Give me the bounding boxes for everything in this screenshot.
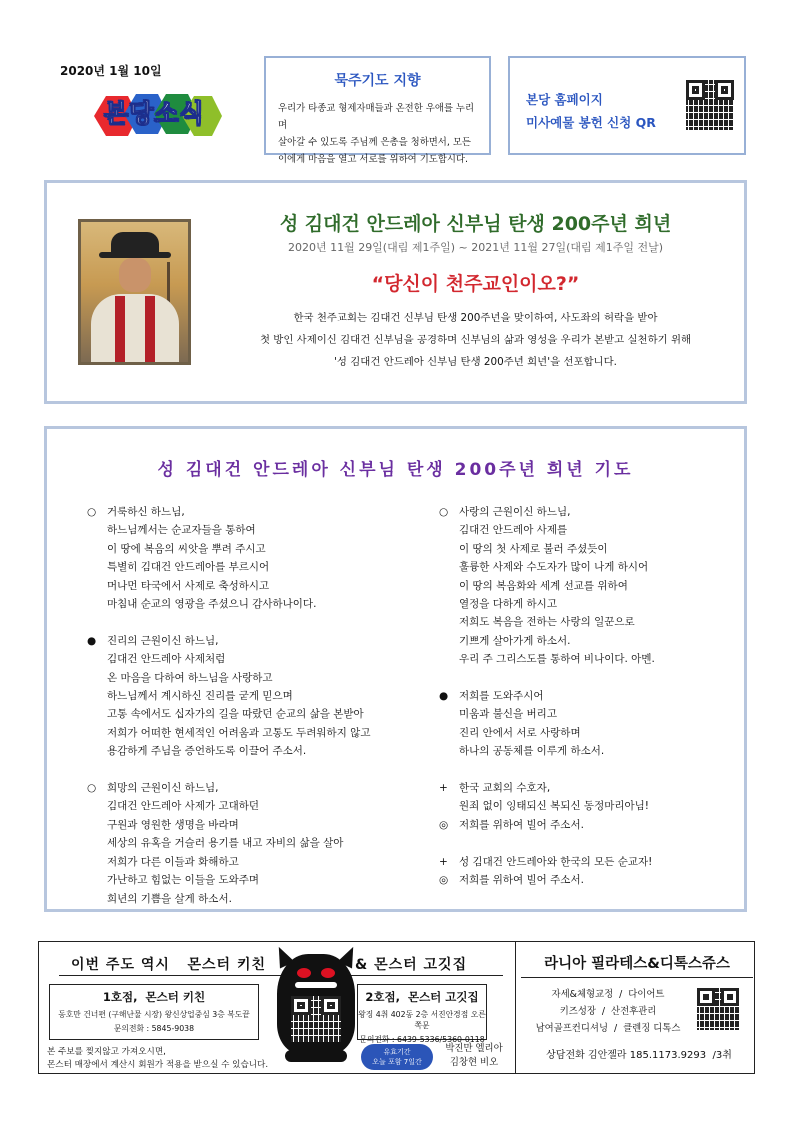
rosary-line: 우리가 타종교 형제자매들과 온전한 우애를 누리며 (278, 103, 475, 131)
advertisement-box (38, 941, 755, 1074)
stanza-marker: ● (87, 634, 97, 647)
prayer-line: 머나먼 타국에서 사제로 축성하시고 (107, 579, 270, 592)
prayer-line: 하나의 공동체를 이루게 하소서. (459, 745, 605, 758)
prayer-line: 구원과 영원한 생명을 바라며 (107, 818, 239, 831)
pilates-ad-title: 라니아 필라테스&디톡스쥬스 (521, 952, 753, 978)
store-2-phone: 문의전화 : 6439-5336/5360-0118 (359, 1035, 485, 1044)
pilates-service-line: 자세&체형교정 / 다이어트 (551, 989, 665, 1000)
validity-badge-line: 유효기간 (383, 1048, 411, 1056)
prayer-stanza (439, 503, 749, 669)
pilates-ad-services (525, 986, 691, 1037)
monster-ad-header-right: & 몬스터 고깃집 (355, 957, 468, 973)
response-text: 저희를 위하여 빌어 주소서. (459, 818, 584, 831)
qr-caption-line: 미사예물 봉헌 신청 QR (526, 115, 656, 130)
closing-response (439, 816, 749, 834)
jubilee-title: 성 김대건 안드레아 신부님 탄생 200주년 희년 (279, 213, 672, 235)
prayer-line: 미움과 불신을 버리고 (459, 708, 557, 721)
prayer-line: 진리의 근원이신 하느님, (107, 634, 219, 647)
pilates-phone: 상담전화 김안젤라 185.1173.9293 /3취 (546, 1050, 732, 1061)
closing-response (439, 871, 749, 889)
prayer-column-right (439, 503, 749, 908)
jubilee-quote: “당신이 천주교인이오?” (371, 273, 580, 295)
jubilee-body-line: '성 김대건 안드레아 신부님 탄생 200주년 희년'을 선포합니다. (334, 356, 617, 368)
closing-marker: + (439, 855, 448, 868)
prayer-stanza-first-line (439, 503, 749, 521)
prayer-line: 저희가 다른 이들과 화해하고 (107, 855, 239, 868)
prayer-line: 진리 안에서 서로 사랑하며 (459, 726, 581, 739)
monster-ad-header-left: 이번 주도 역시 몬스터 키친 (71, 957, 267, 973)
jubilee-dates: 2020년 11월 29일(대림 제1주일) ~ 2021년 11월 27일(대림 제1주일 전날) (287, 241, 664, 254)
closing-line (439, 853, 749, 871)
prayer-line: 김대건 안드레아 사제를 (459, 524, 568, 537)
closing-line (439, 797, 749, 815)
prayer-stanza-first-line (439, 687, 749, 705)
store-1-address: 동호만 건너편 (구해난물 시장) 왕신상업중심 3층 복도끝 (58, 1010, 250, 1019)
saint-portrait (78, 219, 191, 365)
prayer-stanza (439, 687, 749, 761)
prayer-stanza (87, 632, 427, 761)
qr-caption-line: 본당 홈페이지 (526, 92, 603, 107)
prayer-line: 저희도 복음을 전하는 사랑의 일꾼으로 (459, 616, 635, 629)
prayer-line: 저희가 어떠한 현세적인 어려움과 고통도 두려워하지 않고 (107, 726, 371, 739)
jubilee-body-line: 첫 방인 사제이신 김대건 신부님을 공경하며 신부님의 삶과 영성을 우리가 본받고 실천하기 위해 (259, 334, 692, 346)
prayer-line: 마침내 순교의 영광을 주셨으니 감사하나이다. (107, 598, 317, 611)
jubilee-announcement (44, 180, 747, 404)
prayer-line: 세상의 유혹을 거슬러 용기를 내고 자비의 삶을 살아 (107, 837, 344, 850)
prayer-stanza (87, 779, 427, 908)
qr-caption (526, 88, 656, 134)
sponsor-name: 김창현 비오 (449, 1057, 499, 1068)
prayer-line: 특별히 김대건 안드레아를 부르시어 (107, 561, 270, 574)
closing-text: 원죄 없이 잉태되신 복되신 동정마리아님! (459, 800, 649, 813)
prayer-line: 우리 주 그리스도를 통하여 비나이다. 아멘. (459, 653, 655, 666)
qr-code-icon[interactable] (686, 80, 734, 130)
validity-badge-line: 오늘 포함 7일간 (372, 1058, 422, 1066)
jubilee-prayer-title: 성 김대건 안드레아 신부님 탄생 200주년 희년 기도 (157, 460, 634, 480)
prayer-stanza-first-line (87, 632, 427, 650)
prayer-line: 희망의 근원이신 하느님, (107, 782, 219, 795)
response-marker: ◎ (439, 818, 449, 831)
sponsor-names (435, 1042, 513, 1070)
prayer-line: 이 땅의 복음화와 세계 선교를 위하여 (459, 579, 628, 592)
closing-text: 성 김대건 안드레아와 한국의 모든 순교자! (459, 855, 653, 868)
parish-news-logo (94, 86, 224, 140)
closing-line (439, 779, 749, 797)
jubilee-body-line: 한국 천주교회는 김대건 신부님 탄생 200주년을 맞이하여, 사도좌의 허락을 받아 (293, 312, 658, 324)
pilates-service-line: 키즈성장 / 산전후관리 (559, 1006, 657, 1017)
store-2-name: 2호점, 몬스터 고깃집 (365, 990, 479, 1004)
prayer-line: 하느님께서 계시하신 진리를 굳게 믿으며 (107, 690, 293, 703)
store-1-name: 1호점, 몬스터 키친 (102, 990, 206, 1004)
response-text: 저희를 위하여 빌어 주소서. (459, 874, 584, 887)
coupon-note-line: 몬스터 매장에서 계산시 회원가 적용을 받으실 수 있습니다. (47, 1060, 269, 1070)
prayer-line: 용감하게 주님을 증언하도록 이끌어 주소서. (107, 745, 307, 758)
rosary-line: 살아갈 수 있도록 주님께 은총을 청하면서, 모든 (278, 137, 471, 148)
store-1-phone: 문의전화 : 5845-9038 (113, 1024, 195, 1033)
prayer-stanza (87, 503, 427, 613)
coupon-note (47, 1046, 268, 1072)
pilates-service-line: 남여골프컨디셔닝 / 클렌징 디톡스 (535, 1023, 681, 1034)
closing-text: 한국 교회의 수호자, (459, 782, 551, 795)
stanza-marker: ○ (439, 506, 449, 518)
store-2-card (357, 984, 487, 1044)
prayer-line: 거룩하신 하느님, (107, 506, 185, 518)
jubilee-body (207, 307, 744, 373)
prayer-line: 사랑의 근원이신 하느님, (459, 506, 571, 518)
prayer-line: 이 땅의 첫 사제로 불러 주셨듯이 (459, 542, 608, 555)
rosary-line: 이에게 마음을 열고 서로를 위하여 기도합시다. (278, 154, 468, 165)
prayer-line: 김대건 안드레아 사제가 고대하던 (107, 800, 260, 813)
prayer-line: 저희를 도와주시어 (459, 690, 544, 703)
prayer-line: 온 마음을 다하여 하느님을 사랑하고 (107, 671, 273, 684)
store-2-address: 왕징 4취 402동 2층 서진안경점 오른쪽문 (358, 1010, 486, 1030)
prayer-line: 가난하고 힘없는 이들을 도와주며 (107, 874, 260, 887)
qr-code-icon[interactable] (697, 988, 739, 1030)
ad-divider (515, 942, 516, 1073)
prayer-line: 훌륭한 사제와 수도자가 많이 나게 하시어 (459, 561, 649, 574)
stanza-marker: ○ (87, 506, 97, 518)
prayer-line: 희년의 기쁨을 살게 하소서. (107, 892, 232, 905)
homepage-qr-box (508, 56, 746, 155)
monster-mascot-icon (271, 946, 361, 1070)
prayer-closing (439, 779, 749, 889)
response-marker: ◎ (439, 874, 449, 887)
closing-marker: + (439, 782, 448, 795)
rosary-intention-title: 묵주기도 지향 (334, 73, 421, 89)
coupon-note-line: 본 주보를 찢지않고 가져오시면, (47, 1047, 166, 1057)
prayer-line: 열정을 다하게 하시고 (459, 598, 557, 611)
prayer-stanza-first-line (87, 779, 427, 797)
logo-text: 본당소식 (104, 99, 205, 128)
closing-invocation (439, 853, 749, 890)
rosary-intention-box (264, 56, 491, 165)
issue-date: 2020년 1월 10일 (60, 64, 162, 78)
store-1-card (49, 984, 259, 1040)
jubilee-prayer (44, 426, 747, 912)
stanza-marker: ○ (87, 782, 97, 795)
closing-invocation (439, 779, 749, 834)
prayer-line: 김대건 안드레아 사제처럼 (107, 653, 226, 666)
qr-code-icon[interactable] (291, 996, 341, 1042)
stanza-marker: ● (439, 690, 449, 703)
prayer-line: 기쁘게 살아가게 하소서. (459, 634, 571, 647)
prayer-column-left (87, 503, 427, 926)
closing-marker (439, 797, 459, 815)
prayer-stanza-first-line (87, 503, 427, 521)
validity-badge (361, 1044, 433, 1070)
prayer-line: 이 땅에 복음의 씨앗을 뿌려 주시고 (107, 542, 266, 555)
prayer-line: 하느님께서는 순교자들을 통하여 (107, 524, 256, 537)
prayer-line: 고통 속에서도 십자가의 길을 따랐던 순교의 삶을 본받아 (107, 708, 364, 721)
rosary-intention-text (278, 100, 481, 168)
sponsor-name: 박진만 엘리아 (445, 1043, 503, 1054)
